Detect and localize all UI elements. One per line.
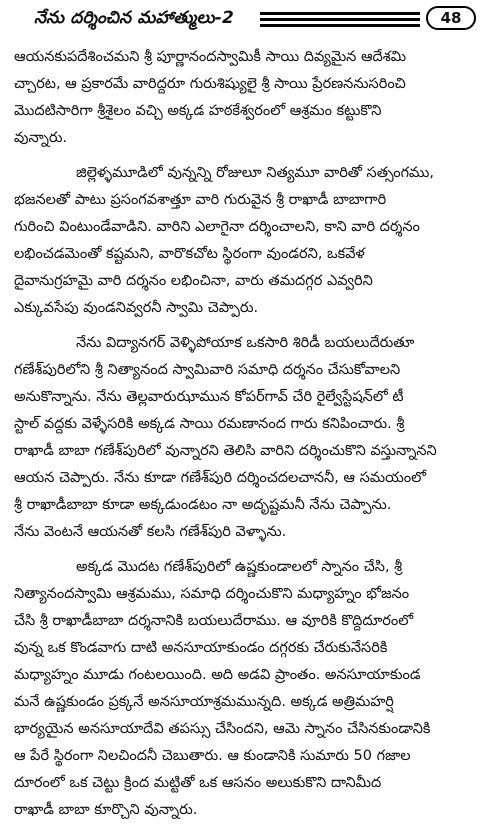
header-rule [260, 12, 420, 15]
text-line: భజనలతో పాటు ప్రసంగవశాత్తూ వారి గురువైన శ్రీ రాఖాడీ బాబాగారి [14, 192, 387, 208]
text-line: ఆ పేరే స్థిరంగా నిలచిందనీ చెబుతారు. ఆ కుండానికి సుమారు 50 గజాల [14, 748, 411, 764]
text-line: నేను వెంటనే ఆయనతో కలసి గణేశ్‌పురి వెళ్ళాను. [14, 524, 287, 540]
text-line: నిత్యానందస్వామి ఆశ్రమము, సమాధి దర్శించుకొని మధ్యాహ్నం భోజనం [14, 586, 410, 602]
header-rule [260, 24, 420, 27]
text-line: జిల్లెళ్ళమూడిలో వున్నన్ని రోజులూ నిత్యమూ వారితో సత్సంగము, [76, 165, 435, 181]
text-line: దూరంలో ఒక చెట్టు క్రింద మట్టితో ఒక ఆసనం అలుకుకొని దానిమీద [14, 775, 382, 791]
text-line: వున్న ఒక కొండవాగు దాటి అనసూయాకుండం దగ్గరకు చేరుకునేసరికి [14, 640, 388, 656]
page-header [14, 6, 486, 40]
text-line: శ్రీ రాఖాడీబాబా కూడా అక్కడుండటం నా అదృష్టమనీ నేను చెప్పాను. [14, 497, 392, 513]
text-line: గణేశ్‌పురిలోని శ్రీ నిత్యానంద స్వామివారి సమాధి దర్శనం చేసుకోవాలని [14, 362, 401, 378]
text-line: స్టాల్ వద్దకు వెళ్ళేసరికి అక్కడ సాయి రమణానంద గారు కనిపించారు. శ్రీ [14, 416, 405, 432]
paragraph-2 [14, 160, 486, 322]
text-line: ఆయనకుపదేశించమని శ్రీ పూర్ణానందస్వామికీ సాయి దివ్యమైన ఆదేశమి [14, 49, 407, 65]
text-line: భార్యయైన అనసూయాదేవి తపస్సు చేసిందని, ఆమె స్నానం చేసినకుండానికి [14, 721, 431, 737]
text-line: గురించి వింటుండేవాడిని. వారిని ఎలాగైనా దర్శించాలని, కాని వారి దర్శనం [14, 219, 420, 235]
text-line: ఆయన చెప్పారు. నేను కూడా గణేశ్‌పురి దర్శించదలచాననీ, ఆ సమయంలో [14, 470, 427, 486]
text-line: రాఖాడీ బాబా కూర్చొని వున్నారు. [14, 802, 198, 818]
running-title: నేను దర్శించిన మహాత్ములు-2 [34, 8, 235, 28]
text-line: అక్కడ మొదట గణేశ్‌పురిలో ఉష్ణకుండాలలో స్నానం చేసి, శ్రీ [76, 559, 403, 575]
text-line: రాఖాడీ బాబా గణేశ్‌పురిలో వున్నారని తెలిసి వారిని దర్శించుకొని వస్తున్నానని [14, 443, 437, 459]
text-line: మనే ఉష్ణకుండం ప్రక్కనే అనసూయాశ్రమమున్నది. అక్కడ అత్రిమహర్షి [14, 694, 394, 710]
body-text [14, 44, 486, 824]
header-rule [260, 18, 420, 21]
text-line: లభించడమెంతో కష్టమని, వారొకచోట స్థిరంగా వుండరని, ఒకవేళ [14, 246, 365, 262]
page-number: 48 [426, 6, 476, 30]
text-line: మొదటిసారిగా శ్రీశైలం వచ్చి అక్కడ హఠకేశ్వరంలో ఆశ్రమం కట్టుకొని [14, 103, 382, 119]
paragraph-4 [14, 554, 486, 824]
paragraph-1 [14, 44, 486, 152]
text-line: వున్నారు. [14, 130, 68, 146]
text-line: ఎక్కువసేపు వుండనివ్వరనీ స్వామి చెప్పారు. [14, 300, 259, 316]
text-line: అనుకొన్నాను. నేను తెల్లవారుఝామున కోపర్‌గావ్ చేరి రైల్వేస్టేషన్‌లో టీ [14, 389, 404, 405]
text-line: దైవానుగ్రహమై వారి దర్శనం లభించినా, వారు తమదగ్గర ఎవ్వరిని [14, 273, 373, 289]
text-line: చేసి శ్రీ రాఖాడీబాబా దర్శనానికి బయలుదేరాము. ఆ వూరికి కొద్దిదూరంలో [14, 613, 414, 629]
text-line: నేను విద్యానగర్ వెళ్ళిపోయాక ఒకసారి శిరిడీ బయలుదేరుతూ [76, 335, 415, 351]
paragraph-3 [14, 330, 486, 546]
text-line: మధ్యాహ్నం మూడు గంటలయింది. అది అడవి ప్రాంతం. అనసూయాకుండ [14, 667, 421, 683]
text-line: చ్చారట, ఆ ప్రకారమే వారిద్దరూ గురుశిష్యులై శ్రీ సాయి ప్రేరణననుసరించి [14, 76, 406, 92]
